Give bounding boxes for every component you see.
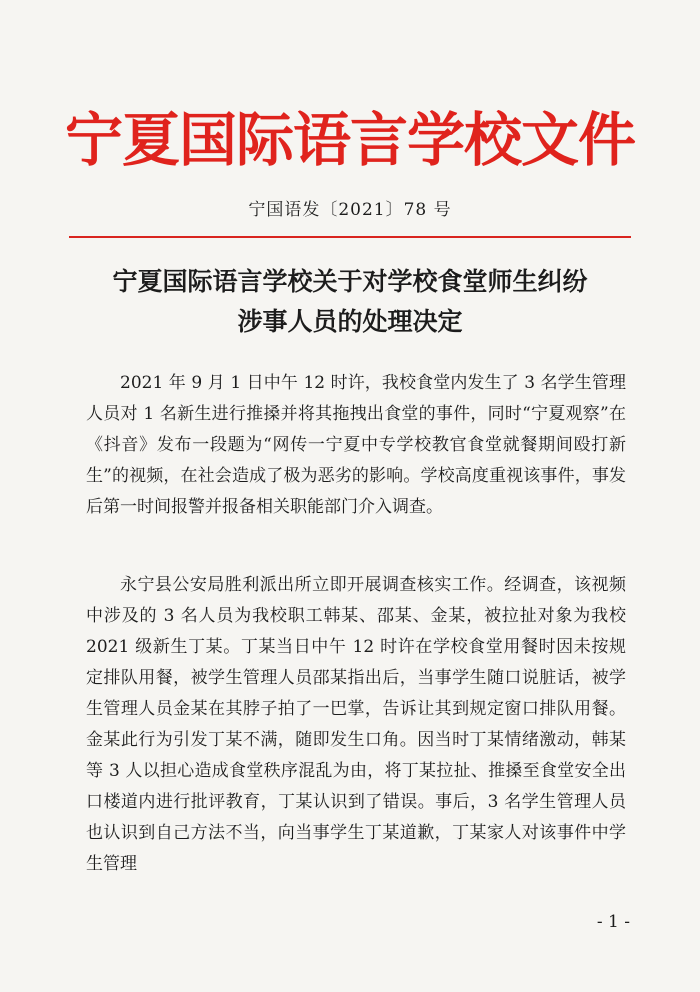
document-title-line-2: 涉事人员的处理决定 — [237, 307, 463, 336]
document-number: 宁国语发〔2021〕78 号 — [248, 200, 452, 220]
issuer-header-title: 宁夏国际语言学校文件 — [64, 106, 635, 174]
body-paragraph-1: 2021 年 9 月 1 日中午 12 时许，我校食堂内发生了 3 名学生管理人员对 1 名新生进行推搡并将其拖拽出食堂的事件，同时“宁夏观察”在《抖音》发布一段题为“网传一宁夏中专学校教官食堂就餐期间殴打新生”的视频，在社会造成了极为恶劣的影响。学校高度重视该事件，事发后第一时间报警并报备相关职能部门介入调查。 — [86, 373, 626, 517]
document-title-line-1: 宁夏国际语言学校关于对学校食堂师生纠纷 — [112, 267, 588, 296]
red-divider-line — [69, 236, 631, 238]
page-number: - 1 - — [596, 912, 630, 932]
body-paragraph-2: 永宁县公安局胜利派出所立即开展调查核实工作。经调查，该视频中涉及的 3 名人员为我校职工韩某、邵某、金某，被拉扯对象为我校 2021 级新生丁某。丁某当日中午 12 时许在学校食堂用餐时因未按规定排队用餐，被学生管理人员邵某指出后，当事学生随口说脏话，被学生管理人员金某在其脖子拍了一巴掌，告诉让其到规定窗口排队用餐。金某此行为引发丁某不满，随即发生口角。因当时丁某情绪激动，韩某等 3 人以担心造成食堂秩序混乱为由，将丁某拉扯、推搡至食堂安全出口楼道内进行批评教育，丁某认识到了错误。事后，3 名学生管理人员也认识到自己方法不当，向当事学生丁某道歉，丁某家人对该事件中学生管理 — [86, 575, 626, 874]
